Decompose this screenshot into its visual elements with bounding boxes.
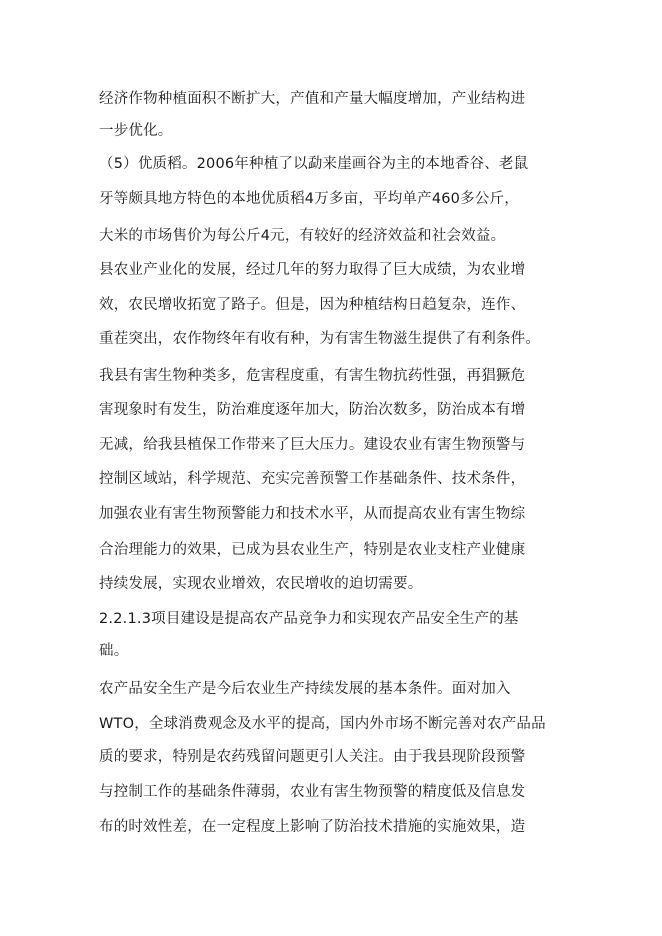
text-line: 控制区域站，科学规范、充实完善预警工作基础条件、技术条件， <box>99 471 526 487</box>
text-line: WTO，全球消费观念及水平的提高，国内外市场不断完善对农产品品 <box>99 716 546 732</box>
text-line: 质的要求，特别是农药残留问题更引人关注。由于我县现阶段预警 <box>99 749 526 765</box>
text-line: 大米的市场售价为每公斤4元，有较好的经济效益和社会效益。 <box>99 228 506 244</box>
section-heading: 础。 <box>99 643 129 659</box>
text-line: 我县有害生物种类多，危害程度重，有害生物抗药性强，再猖獗危 <box>99 368 526 384</box>
text-line: 布的时效性差，在一定程度上影响了防治技术措施的实施效果，造 <box>99 819 526 835</box>
text-line: 效，农民增收拓宽了路子。但是，因为种植结构日趋复杂，连作、 <box>99 297 526 313</box>
text-line: 牙等颇具地方特色的本地优质稻4万多亩，平均单产460多公斤， <box>99 191 519 207</box>
text-line: 经济作物种植面积不断扩大，产值和产量大幅度增加，产业结构进 <box>99 91 526 107</box>
text-line: 无减，给我县植保工作带来了巨大压力。建设农业有害生物预警与 <box>99 437 526 453</box>
text-line: 害现象时有发生，防治难度逐年加大，防治次数多，防治成本有增 <box>99 402 526 418</box>
text-line: 县农业产业化的发展，经过几年的努力取得了巨大成绩，为农业增 <box>99 262 526 278</box>
text-line: 持续发展，实现农业增效，农民增收的迫切需要。 <box>99 576 423 592</box>
text-line: 合治理能力的效果，已成为县农业生产，特别是农业支柱产业健康 <box>99 542 526 558</box>
text-line: 一步优化。 <box>99 123 173 139</box>
text-line: （5）优质稻。2006年种植了以勐来崖画谷为主的本地香谷、老鼠 <box>99 156 529 172</box>
text-line: 加强农业有害生物预警能力和技术水平，从而提高农业有害生物综 <box>99 506 526 522</box>
section-heading: 2.2.1.3项目建设是提高农产品竞争力和实现农产品安全生产的基 <box>99 611 519 627</box>
text-line: 农产品安全生产是今后农业生产持续发展的基本条件。面对加入 <box>99 681 511 697</box>
text-line: 与控制工作的基础条件薄弱，农业有害生物预警的精度低及信息发 <box>99 784 526 800</box>
text-line: 重茬突出，农作物终年有收有种，为有害生物滋生提供了有利条件。 <box>99 331 540 347</box>
